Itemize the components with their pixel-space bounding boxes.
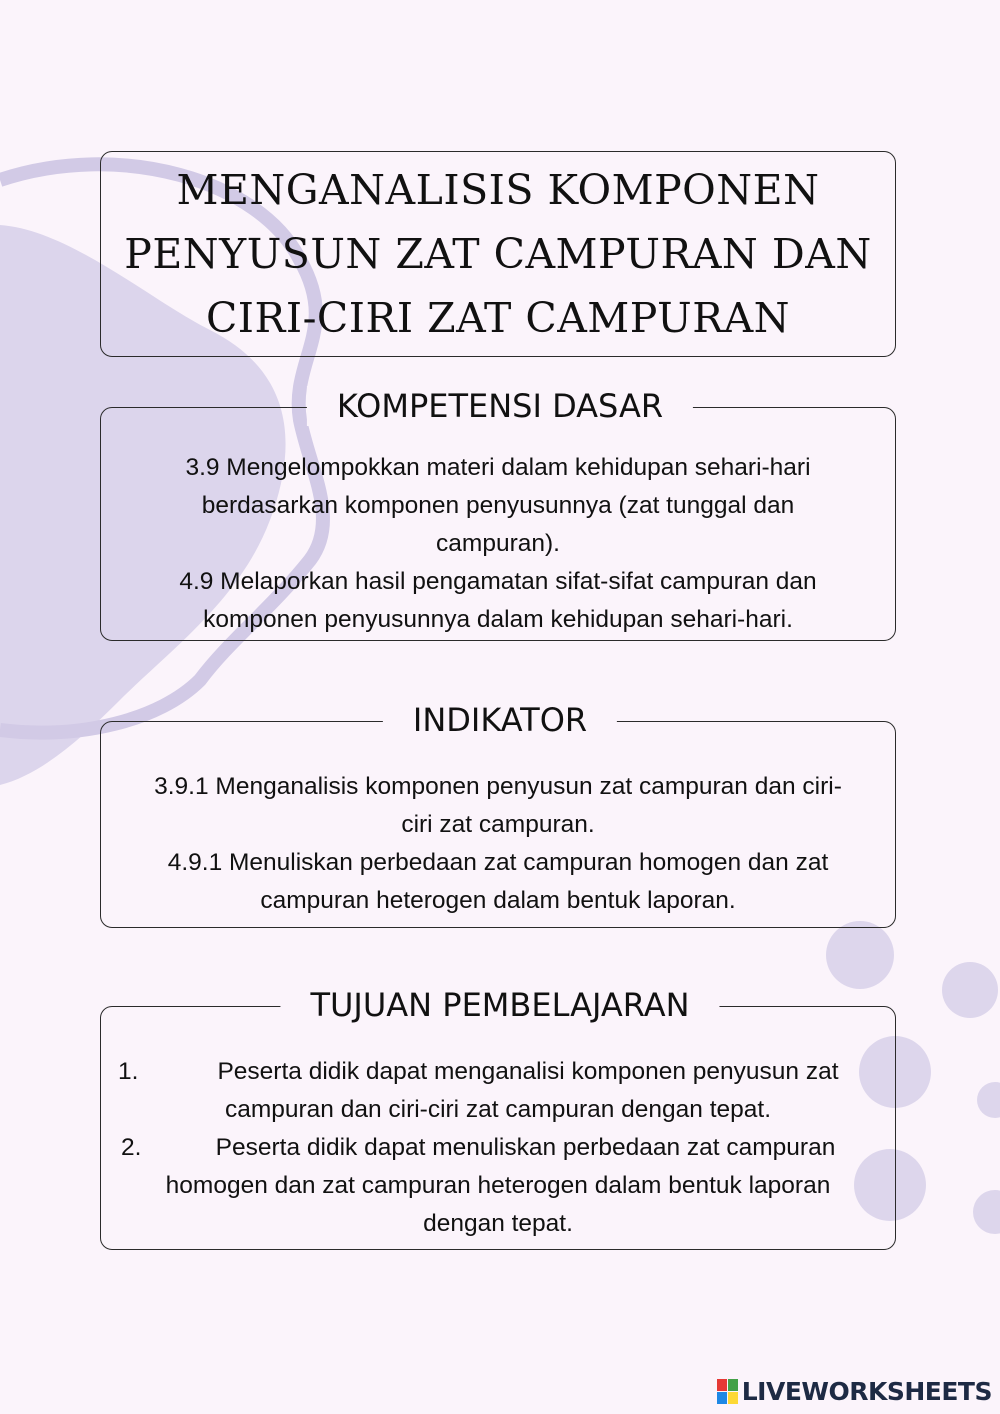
kompetensi-dasar-box: [100, 407, 896, 641]
page-title-line: PENYUSUN ZAT CAMPURAN DAN: [124, 230, 872, 278]
text-line: 3.9.1 Menganalisis komponen penyusun zat campuran dan ciri-: [154, 773, 842, 800]
text-line: komponen penyusunnya dalam kehidupan sehari-hari.: [203, 606, 793, 633]
tujuan-pembelajaran-heading: TUJUAN PEMBELAJARAN: [280, 985, 719, 1025]
tujuan-pembelajaran-box: [100, 1006, 896, 1250]
text-line: campuran dan ciri-ciri zat campuran dengan tepat.: [224, 1096, 772, 1123]
page-title-line: CIRI-CIRI ZAT CAMPURAN: [205, 294, 791, 342]
liveworksheets-text: LIVEWORKSHEETS: [741, 1377, 992, 1406]
text-line: Peserta didik dapat menuliskan perbedaan zat campuran: [215, 1134, 836, 1161]
list-item: [101, 1053, 895, 1091]
text-line: berdasarkan komponen penyusunnya (zat tunggal dan: [201, 492, 795, 519]
indikator-heading: INDIKATOR: [383, 700, 617, 740]
text-line: homogen dan zat campuran heterogen dalam bentuk laporan: [165, 1172, 831, 1199]
liveworksheets-logo-icon: [717, 1379, 738, 1404]
text-line: campuran heterogen dalam bentuk laporan.: [260, 887, 736, 914]
kompetensi-dasar-heading: KOMPETENSI DASAR: [307, 386, 693, 426]
background-circle: [942, 962, 998, 1018]
text-line: 3.9 Mengelompokkan materi dalam kehidupan sehari-hari: [185, 454, 811, 481]
list-number: 2.: [121, 1134, 142, 1161]
text-line: ciri zat campuran.: [401, 811, 595, 838]
background-circle: [977, 1082, 1000, 1118]
text-line: Peserta didik dapat menganalisi komponen penyusun zat: [217, 1058, 839, 1085]
list-number: 1.: [118, 1058, 139, 1085]
title-box: [100, 151, 896, 357]
tujuan-list: [101, 1053, 895, 1243]
kompetensi-dasar-text: [101, 449, 895, 639]
indikator-box: [100, 721, 896, 928]
background-circle: [826, 921, 894, 989]
background-circle: [973, 1190, 1000, 1234]
liveworksheets-watermark: [717, 1377, 992, 1406]
page-title-line: MENGANALISIS KOMPONEN: [176, 166, 820, 214]
text-line: campuran).: [436, 530, 560, 557]
text-line: dengan tepat.: [423, 1210, 573, 1237]
text-line: 4.9.1 Menuliskan perbedaan zat campuran homogen dan zat: [167, 849, 829, 876]
text-line: 4.9 Melaporkan hasil pengamatan sifat-sifat campuran dan: [179, 568, 817, 595]
list-item: [101, 1129, 895, 1167]
indikator-text: [101, 768, 895, 920]
